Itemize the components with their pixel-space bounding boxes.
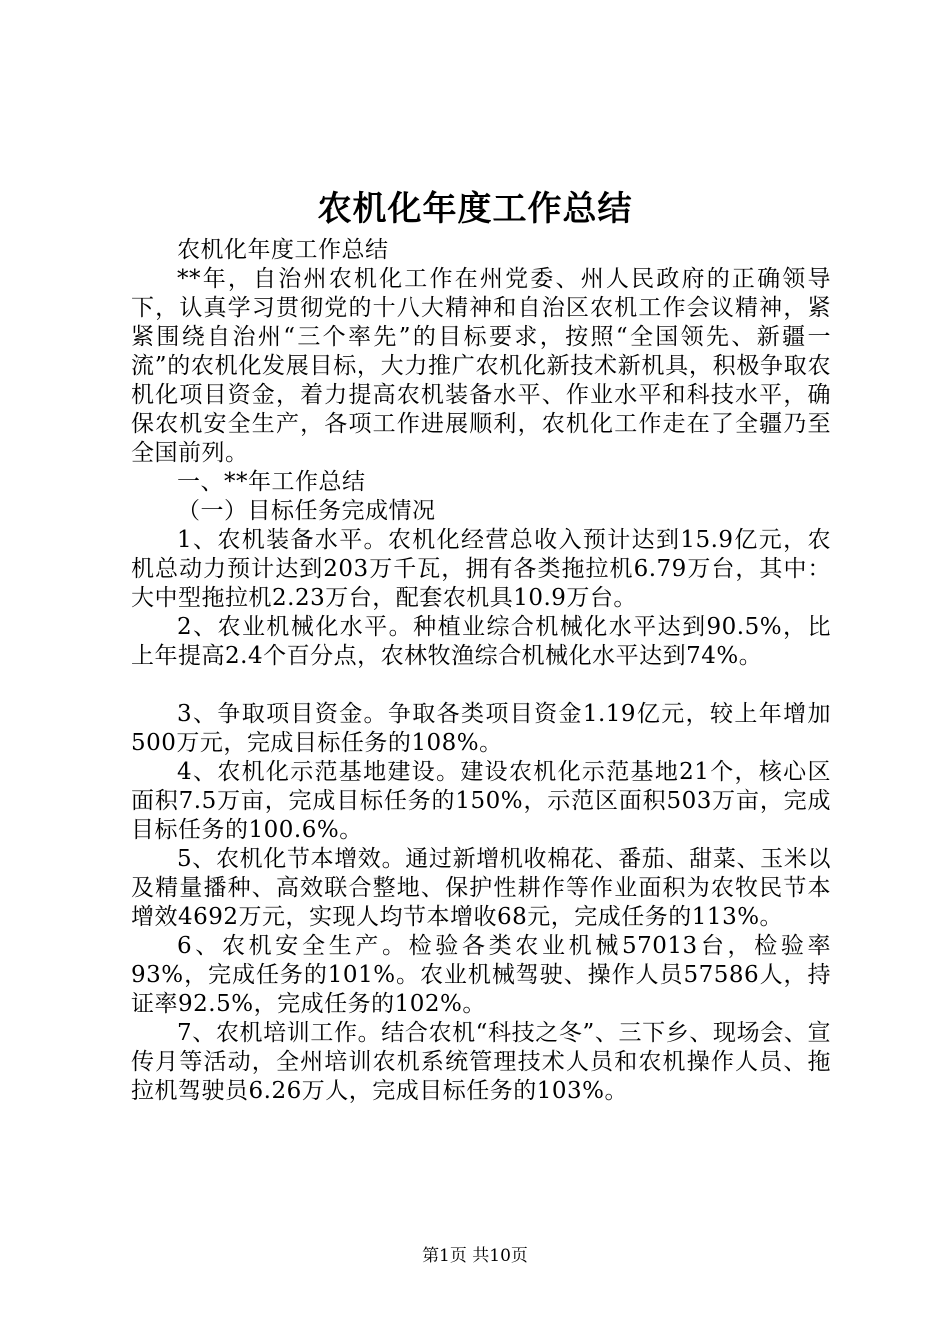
document-title: 农机化年度工作总结	[317, 189, 633, 229]
page-footer: 第1页 共10页	[422, 1246, 528, 1266]
paragraph-item-5: 5、农机化节本增效。通过新增机收棉花、番茄、甜菜、玉米以及精量播种、高效联合整地、保护性耕作等作业面积为农牧民节本增效4692万元，实现人均节本增收68元，完成任务的113%。	[131, 846, 831, 930]
paragraph-item-3: 3、争取项目资金。争取各类项目资金1.19亿元，较上年增加500万元，完成目标任务的108%。	[131, 701, 831, 756]
paragraph-heading: 农机化年度工作总结	[177, 237, 389, 263]
paragraph-item-7: 7、农机培训工作。结合农机“科技之冬”、三下乡、现场会、宣传月等活动，全州培训农机系统管理技术人员和农机操作人员、拖拉机驾驶员6.26万人，完成目标任务的103%。	[131, 1020, 831, 1104]
paragraph-item-4: 4、农机化示范基地建设。建设农机化示范基地21个，核心区面积7.5万亩，完成目标任务的150%，示范区面积503万亩，完成目标任务的100.6%。	[131, 759, 831, 843]
paragraph-intro: **年，自治州农机化工作在州党委、州人民政府的正确领导下，认真学习贯彻党的十八大精神和自治区农机工作会议精神，紧紧围绕自治州“三个率先”的目标要求，按照“全国领先、新疆一流”的农机化发展目标，大力推广农机化新技术新机具，积极争取农机化项目资金，着力提高农机装备水平、作业水平和科技水平，确保农机安全生产，各项工作进展顺利，农机化工作走在了全疆乃至全国前列。	[131, 266, 831, 466]
subsection-heading: （一）目标任务完成情况	[177, 498, 436, 524]
paragraph-item-2: 2、农业机械化水平。种植业综合机械化水平达到90.5%，比上年提高2.4个百分点，农林牧渔综合机械化水平达到74%。	[131, 614, 831, 669]
document-body	[131, 236, 831, 1106]
section-heading: 一、**年工作总结	[177, 469, 366, 495]
paragraph-item-6: 6、农机安全生产。检验各类农业机械57013台，检验率93%，完成任务的101%。农业机械驾驶、操作人员57586人，持证率92.5%，完成任务的102%。	[131, 933, 831, 1017]
paragraph-item-1: 1、农机装备水平。农机化经营总收入预计达到15.9亿元，农机总动力预计达到203万千瓦，拥有各类拖拉机6.79万台，其中：大中型拖拉机2.23万台，配套农机具10.9万台。	[131, 527, 831, 611]
